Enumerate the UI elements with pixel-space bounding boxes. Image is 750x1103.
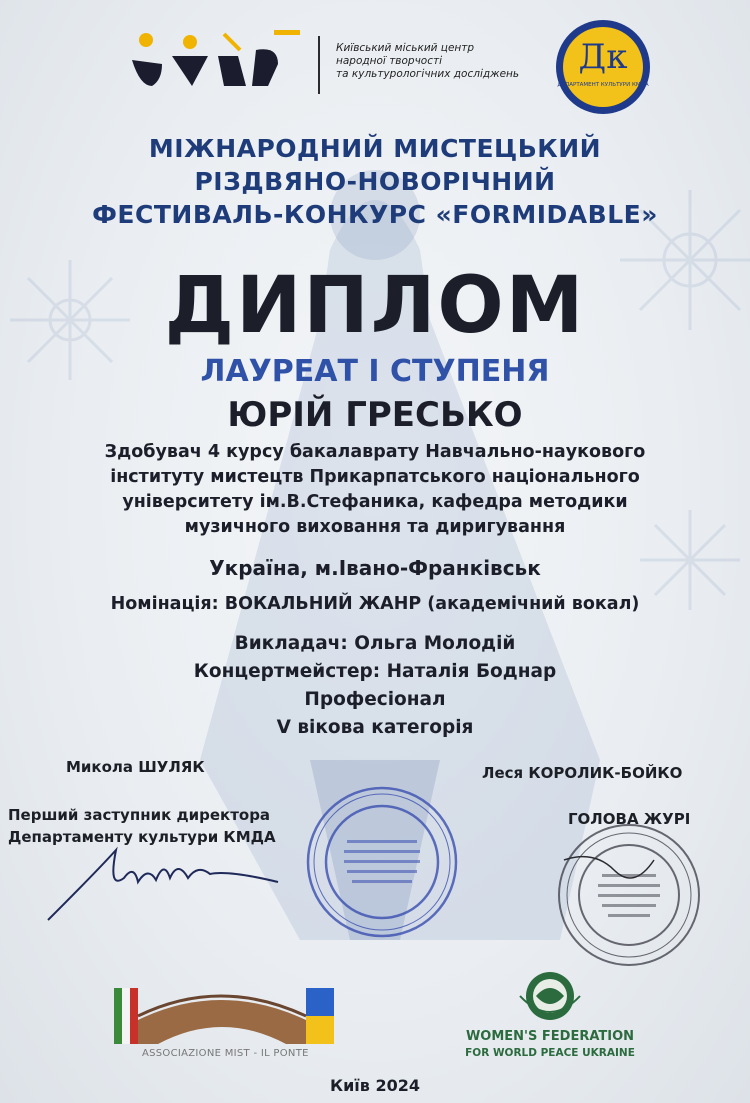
- handwritten-signature: [38, 830, 288, 930]
- festival-title-line-3: ФЕСТИВАЛЬ-КОНКУРС «FORMIDABLE»: [92, 200, 658, 229]
- recipient-name: ЮРІЙ ГРЕСЬКО: [227, 395, 523, 435]
- stamp-left-icon: [302, 782, 462, 942]
- nomination: Номінація: ВОКАЛЬНИЙ ЖАНР (академічний вокал): [110, 594, 640, 614]
- stamp-right-icon: [554, 820, 704, 970]
- accompanist: Концертмейстер: Наталія Боднар: [193, 661, 557, 682]
- right-signatory-role: ГОЛОВА ЖУРІ: [568, 810, 691, 828]
- org-line-1: Київський міський центр: [336, 42, 475, 54]
- wf-line-2: FOR WORLD PEACE UKRAINE: [465, 1047, 635, 1059]
- culture-department-logo: [554, 18, 652, 116]
- womens-federation: [440, 1028, 660, 1062]
- description-line-1: Здобувач 4 курсу бакалаврату Навчально-наукового: [104, 442, 646, 462]
- level: Професіонал: [304, 689, 446, 710]
- header-divider: [318, 36, 320, 94]
- wf-line-1: WOMEN'S FEDERATION: [465, 1029, 635, 1044]
- description-line-4: музичного виховання та диригування: [184, 517, 566, 537]
- city-year: Київ 2024: [330, 1076, 420, 1095]
- description-line-2: інституту мистецтв Прикарпатського національного: [110, 467, 640, 487]
- organization-name: [336, 42, 556, 81]
- left-role-line-1: Перший заступник директора: [8, 806, 271, 824]
- festival-title-line-2: РІЗДВЯНО-НОВОРІЧНИЙ: [194, 167, 556, 196]
- age-category: V вікова категорія: [276, 717, 474, 738]
- laureate-degree: ЛАУРЕАТ І СТУПЕНЯ: [200, 354, 550, 389]
- svg-text:Дк: Дк: [578, 37, 628, 77]
- festival-title-line-1: МІЖНАРОДНИЙ МИСТЕЦЬКИЙ: [148, 134, 602, 163]
- diploma-heading: ДИПЛОМ: [164, 261, 586, 351]
- org-line-2: народної творчості: [336, 55, 443, 67]
- description-line-3: університету ім.В.Стефаника, кафедра методики: [122, 492, 628, 512]
- logo-caption: ДЕПАРТАМЕНТ КУЛЬТУРИ КМДА: [557, 82, 649, 88]
- recipient-description: [0, 440, 750, 540]
- org-line-3: та культурологічних досліджень: [336, 68, 520, 80]
- association-name: ASSOCIAZIONE MIST - IL PONTE: [142, 1048, 309, 1059]
- globe-icon: [508, 968, 592, 1026]
- right-signatory-name: Леся КОРОЛИК-БОЙКО: [482, 764, 683, 782]
- location: Україна, м.Івано-Франківськ: [209, 556, 541, 580]
- left-role-line-2: Департаменту культури КМДА: [8, 828, 276, 846]
- left-signatory-name: Микола ШУЛЯК: [66, 758, 205, 776]
- teacher: Викладач: Ольга Молодій: [234, 633, 516, 654]
- kyiv-center-logo: [128, 20, 304, 92]
- festival-title: [0, 132, 750, 231]
